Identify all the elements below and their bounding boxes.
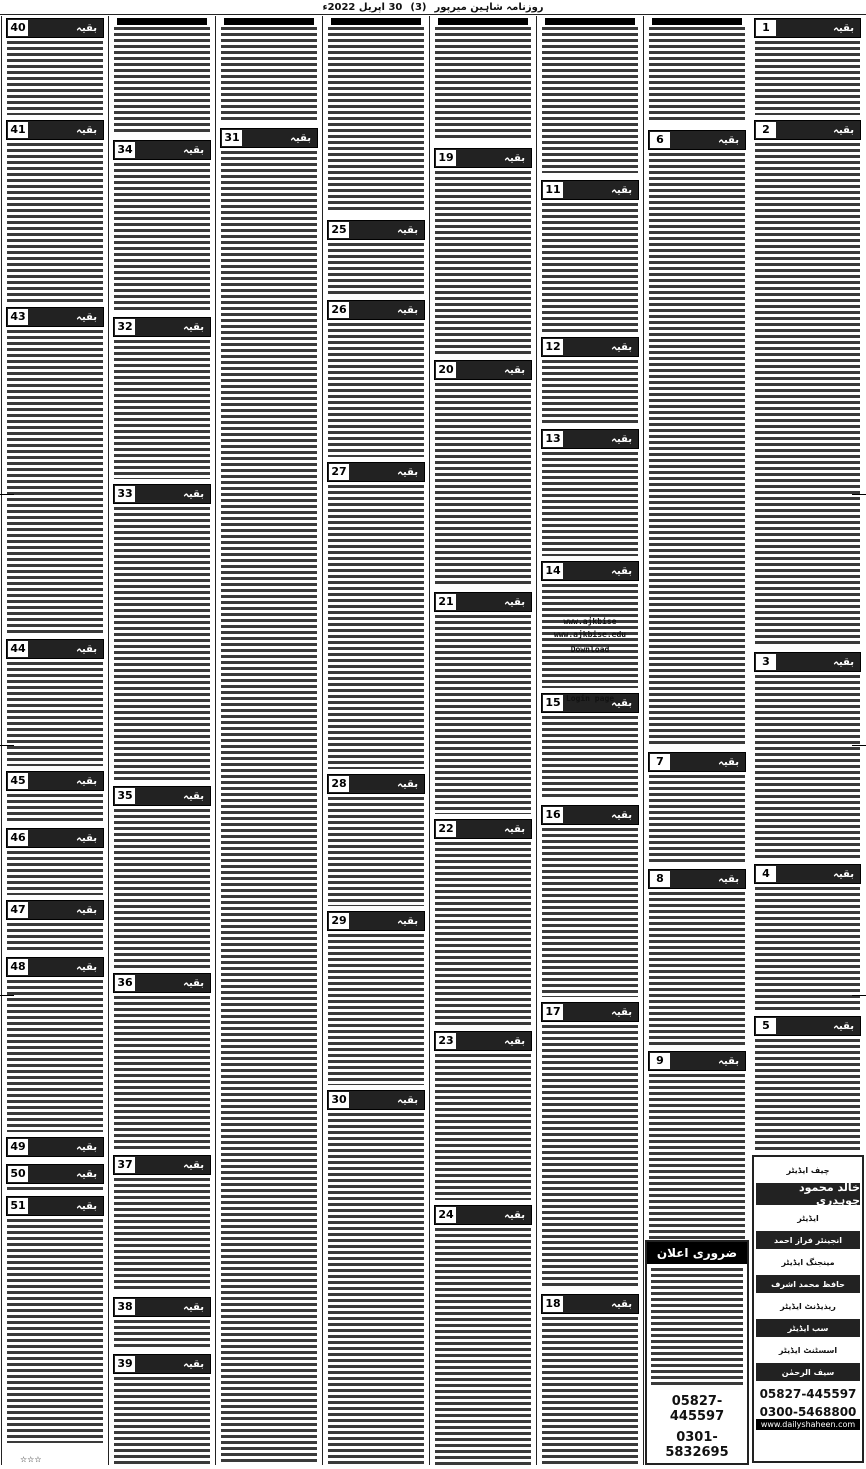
- article-text: [328, 797, 424, 906]
- staff-row: ایڈیٹر: [797, 1213, 819, 1223]
- article-text: [7, 41, 103, 115]
- article-continuation-11: [537, 180, 643, 335]
- article-text: [542, 203, 638, 332]
- continuation-badge: [113, 140, 211, 160]
- continuation-number: 22: [436, 821, 456, 837]
- staff-row: مینجنگ ایڈیٹر: [781, 1257, 835, 1267]
- continuation-badge: [113, 1297, 211, 1317]
- continuation-number: 40: [8, 20, 28, 36]
- continuation-number: 28: [329, 776, 349, 792]
- article-text: [649, 27, 745, 123]
- staff-row: سب ایڈیٹر: [756, 1319, 860, 1337]
- continuation-badge: [541, 1002, 639, 1022]
- article-continuation-15: [537, 693, 643, 803]
- continuation-number: 21: [436, 594, 456, 610]
- article-continuation-34: [109, 140, 215, 315]
- continuation-number: 45: [8, 773, 28, 789]
- continuation-badge: [541, 805, 639, 825]
- website-url: www.dailyshaheen.com: [756, 1419, 860, 1430]
- continuation-badge: [648, 752, 746, 772]
- continuation-number: 47: [8, 902, 28, 918]
- continuation-label: بقیہ: [611, 1006, 632, 1018]
- continuation-badge: [754, 18, 861, 38]
- continuation-label: بقیہ: [611, 697, 632, 709]
- article-text: [435, 383, 531, 587]
- continuation-number: 13: [543, 431, 563, 447]
- staff-row: اسسٹنٹ ایڈیٹر: [778, 1345, 838, 1355]
- article-continuation-39: [109, 1354, 215, 1465]
- continuation-label: بقیہ: [611, 1298, 632, 1310]
- article-continuation-27: [323, 462, 429, 772]
- fold-mark-left-middle: [0, 745, 14, 746]
- continuation-badge: [6, 18, 104, 38]
- continuation-label: بقیہ: [76, 124, 97, 136]
- continuation-badge: [434, 360, 532, 380]
- continuation-badge: [327, 774, 425, 794]
- continuation-number: 26: [329, 302, 349, 318]
- staff-row: حافظ محمد اشرف: [756, 1275, 860, 1293]
- continuation-label: بقیہ: [504, 364, 525, 376]
- article-text: [7, 1187, 103, 1191]
- article-continuation-47: [2, 900, 108, 955]
- continuation-label: بقیہ: [183, 1159, 204, 1171]
- continuation-badge: [754, 864, 861, 884]
- article-continuation-28: [323, 774, 429, 909]
- article-text: [7, 1219, 103, 1443]
- continuation-label: بقیہ: [397, 304, 418, 316]
- article-lead: [537, 18, 643, 178]
- continuation-badge: [6, 957, 104, 977]
- continuation-number: 49: [8, 1139, 28, 1155]
- page-number: (3): [410, 1, 427, 13]
- continuation-label: بقیہ: [397, 1094, 418, 1106]
- continuation-label: بقیہ: [183, 1358, 204, 1370]
- continuation-number: 34: [115, 142, 135, 158]
- article-continuation-51: [2, 1196, 108, 1446]
- continuation-badge: [327, 300, 425, 320]
- article-text: [328, 27, 424, 213]
- notice-text: [651, 1268, 743, 1387]
- article-text: [7, 330, 103, 634]
- continuation-number: 31: [222, 130, 242, 146]
- article-continuation-22: [430, 819, 536, 1029]
- continuation-label: بقیہ: [611, 341, 632, 353]
- column-c8: [1, 16, 108, 1465]
- continuation-label: بقیہ: [397, 466, 418, 478]
- article-continuation-16: [537, 805, 643, 1000]
- article-text: [114, 163, 210, 312]
- continuation-number: 4: [756, 866, 776, 882]
- article-text: [755, 675, 860, 859]
- article-text: [114, 1320, 210, 1349]
- article-text: [649, 892, 745, 1046]
- continuation-label: بقیہ: [611, 565, 632, 577]
- continuation-label: بقیہ: [833, 868, 854, 880]
- continuation-badge: [754, 1016, 861, 1036]
- article-continuation-25: [323, 220, 429, 298]
- continuation-number: 15: [543, 695, 563, 711]
- article-text: [114, 1377, 210, 1465]
- column-c6: [215, 16, 322, 1465]
- staff-row: ریذیڈنٹ ایڈیٹر: [780, 1301, 836, 1311]
- continuation-number: 38: [115, 1299, 135, 1315]
- continuation-number: 6: [650, 132, 670, 148]
- article-continuation-41: [2, 120, 108, 305]
- staff-row: انجینئر فراز احمد: [756, 1231, 860, 1249]
- article-continuation-44: [2, 639, 108, 769]
- column-c5: [322, 16, 429, 1465]
- staff-phone-1: 05827-445597: [759, 1387, 857, 1401]
- continuation-badge: [754, 652, 861, 672]
- continuation-badge: [6, 1164, 104, 1184]
- continuation-number: 17: [543, 1004, 563, 1020]
- continuation-label: بقیہ: [611, 433, 632, 445]
- continuation-label: بقیہ: [504, 596, 525, 608]
- continuation-badge: [327, 462, 425, 482]
- continuation-label: بقیہ: [290, 132, 311, 144]
- continuation-label: بقیہ: [76, 904, 97, 916]
- continuation-number: 23: [436, 1033, 456, 1049]
- article-continuation-26: [323, 300, 429, 460]
- article-text: [542, 828, 638, 997]
- article-text: [114, 27, 210, 133]
- article-continuation-4: [750, 864, 865, 1014]
- continuation-label: بقیہ: [504, 1209, 525, 1221]
- continuation-badge: [648, 869, 746, 889]
- article-continuation-38: [109, 1297, 215, 1352]
- article-continuation-3: [750, 652, 865, 862]
- article-continuation-23: [430, 1031, 536, 1203]
- continuation-number: 19: [436, 150, 456, 166]
- continuation-label: بقیہ: [504, 1035, 525, 1047]
- article-continuation-33: [109, 484, 215, 784]
- article-text: [328, 323, 424, 457]
- article-text: [755, 1039, 860, 1153]
- masthead: [0, 0, 866, 15]
- continuation-number: 5: [756, 1018, 776, 1034]
- article-continuation-13: [537, 429, 643, 559]
- continuation-badge: [434, 1031, 532, 1051]
- issue-date: 30 اپریل 2022ء: [322, 1, 403, 13]
- continuation-badge: [648, 1051, 746, 1071]
- article-continuation-49: [2, 1137, 108, 1162]
- article-continuation-31: [216, 128, 322, 1465]
- continuation-badge: [113, 786, 211, 806]
- continuation-badge: [6, 639, 104, 659]
- article-text: [435, 1054, 531, 1200]
- continuation-number: 11: [543, 182, 563, 198]
- article-lead: [109, 18, 215, 138]
- article-text: [755, 41, 860, 115]
- continuation-label: بقیہ: [397, 778, 418, 790]
- article-continuation-9: [644, 1051, 750, 1246]
- article-continuation-50: [2, 1164, 108, 1194]
- article-lead: [323, 18, 429, 218]
- continuation-badge: [648, 130, 746, 150]
- continuation-label: بقیہ: [397, 915, 418, 927]
- url-download: Download: [570, 645, 610, 654]
- continuation-number: 36: [115, 975, 135, 991]
- continuation-number: 7: [650, 754, 670, 770]
- continuation-number: 33: [115, 486, 135, 502]
- staff-row: چیف ایڈیٹر: [786, 1165, 830, 1175]
- article-continuation-8: [644, 869, 750, 1049]
- staff-box: [752, 1155, 864, 1463]
- continuation-label: بقیہ: [183, 144, 204, 156]
- continuation-number: 12: [543, 339, 563, 355]
- article-continuation-12: [537, 337, 643, 427]
- continuation-label: بقیہ: [718, 134, 739, 146]
- continuation-label: بقیہ: [718, 1055, 739, 1067]
- article-text: [435, 1228, 531, 1465]
- continuation-badge: [6, 771, 104, 791]
- continuation-number: 9: [650, 1053, 670, 1069]
- fold-mark-right-middle: [852, 745, 866, 746]
- continuation-label: بقیہ: [76, 961, 97, 973]
- fold-mark-left-top: [0, 494, 14, 495]
- staff-phone-2: 0300-5468800: [759, 1405, 857, 1419]
- article-text: [328, 1113, 424, 1465]
- continuation-number: 27: [329, 464, 349, 480]
- continuation-number: 16: [543, 807, 563, 823]
- article-text: [542, 27, 638, 173]
- continuation-badge: [327, 220, 425, 240]
- article-text: [7, 980, 103, 1132]
- continuation-number: 2: [756, 122, 776, 138]
- continuation-number: 14: [543, 563, 563, 579]
- continuation-badge: [113, 317, 211, 337]
- article-text: [755, 887, 860, 1011]
- continuation-badge: [754, 120, 861, 140]
- continuation-label: بقیہ: [504, 152, 525, 164]
- continuation-number: 3: [756, 654, 776, 670]
- article-text: [328, 243, 424, 295]
- article-continuation-29: [323, 911, 429, 1088]
- column-c4: [429, 16, 536, 1465]
- headline-rule: [117, 18, 207, 25]
- url-ajkbise: www.ajkbise: [563, 617, 617, 626]
- notice-phone-2: 0301-5832695: [665, 1430, 729, 1460]
- continuation-label: بقیہ: [718, 756, 739, 768]
- article-text: [542, 1025, 638, 1289]
- continuation-label: بقیہ: [183, 977, 204, 989]
- continuation-number: 41: [8, 122, 28, 138]
- continuation-label: بقیہ: [397, 224, 418, 236]
- continuation-badge: [220, 128, 318, 148]
- article-text: [114, 340, 210, 479]
- url-ajkbise-edu: www.ajkbise.edu: [553, 630, 627, 639]
- article-continuation-46: [2, 828, 108, 898]
- continuation-label: بقیہ: [504, 823, 525, 835]
- article-continuation-45: [2, 771, 108, 826]
- continuation-badge: [113, 973, 211, 993]
- article-text: [435, 842, 531, 1026]
- article-text: [542, 452, 638, 556]
- continuation-label: بقیہ: [833, 1020, 854, 1032]
- article-continuation-7: [644, 752, 750, 867]
- notice-title: ضروری اعلان: [647, 1242, 747, 1264]
- continuation-label: بقیہ: [76, 22, 97, 34]
- article-text: [649, 153, 745, 747]
- article-text: [7, 794, 103, 823]
- article-continuation-35: [109, 786, 215, 971]
- url-login: Login page: [565, 694, 615, 703]
- fold-mark-left-bottom: [0, 995, 14, 996]
- continuation-label: بقیہ: [611, 809, 632, 821]
- column-c7: [108, 16, 215, 1465]
- notice-box: [645, 1240, 749, 1465]
- article-continuation-30: [323, 1090, 429, 1465]
- staff-row: سیف الرحمٰن: [756, 1363, 860, 1381]
- continuation-badge: [6, 120, 104, 140]
- article-text: [114, 1178, 210, 1292]
- continuation-label: بقیہ: [76, 643, 97, 655]
- article-continuation-6: [644, 130, 750, 750]
- continuation-badge: [113, 1354, 211, 1374]
- article-text: [435, 27, 531, 141]
- article-text: [542, 360, 638, 424]
- headline-rule: [545, 18, 635, 25]
- article-text: [7, 923, 103, 952]
- continuation-label: بقیہ: [76, 1141, 97, 1153]
- continuation-number: 48: [8, 959, 28, 975]
- column-c3: [536, 16, 643, 1465]
- continuation-badge: [113, 484, 211, 504]
- continuation-number: 39: [115, 1356, 135, 1372]
- article-text: [7, 851, 103, 895]
- continuation-badge: [6, 900, 104, 920]
- fold-mark-right-bottom: [852, 995, 866, 996]
- continuation-label: بقیہ: [833, 124, 854, 136]
- article-continuation-48: [2, 957, 108, 1135]
- continuation-label: بقیہ: [183, 488, 204, 500]
- continuation-badge: [6, 1196, 104, 1216]
- article-lead: [644, 18, 750, 128]
- continuation-badge: [113, 1155, 211, 1175]
- continuation-badge: [327, 911, 425, 931]
- continuation-badge: [327, 1090, 425, 1110]
- article-continuation-37: [109, 1155, 215, 1295]
- staff-row: خالد محمود چوہدری: [756, 1183, 860, 1205]
- notice-phone-1: 05827-445597: [669, 1394, 725, 1424]
- continuation-number: 44: [8, 641, 28, 657]
- continuation-label: بقیہ: [183, 1301, 204, 1313]
- continuation-label: بقیہ: [833, 22, 854, 34]
- article-text: [114, 507, 210, 781]
- article-continuation-24: [430, 1205, 536, 1465]
- fold-mark-right-top: [852, 494, 866, 495]
- article-continuation-5: [750, 1016, 865, 1156]
- continuation-number: 18: [543, 1296, 563, 1312]
- continuation-label: بقیہ: [183, 790, 204, 802]
- continuation-badge: [434, 1205, 532, 1225]
- continuation-badge: [6, 828, 104, 848]
- continuation-label: بقیہ: [76, 1168, 97, 1180]
- article-text: [755, 143, 860, 647]
- article-text: [221, 151, 317, 1465]
- article-continuation-32: [109, 317, 215, 482]
- article-text: [649, 775, 745, 864]
- article-continuation-20: [430, 360, 536, 590]
- continuation-number: 32: [115, 319, 135, 335]
- article-text: [542, 1317, 638, 1465]
- continuation-label: بقیہ: [611, 184, 632, 196]
- continuation-badge: [541, 337, 639, 357]
- article-text: [114, 996, 210, 1150]
- continuation-label: بقیہ: [833, 656, 854, 668]
- continuation-badge: [434, 148, 532, 168]
- headline-rule: [438, 18, 528, 25]
- article-text: [649, 1074, 745, 1243]
- continuation-badge: [6, 1137, 104, 1157]
- article-text: [542, 716, 638, 800]
- article-continuation-40: [2, 18, 108, 118]
- headline-rule: [331, 18, 421, 25]
- continuation-number: 25: [329, 222, 349, 238]
- article-text: [7, 662, 103, 766]
- headline-rule: [652, 18, 742, 25]
- continuation-badge: [541, 429, 639, 449]
- article-text: [114, 809, 210, 968]
- continuation-number: 24: [436, 1207, 456, 1223]
- article-text: [7, 143, 103, 302]
- continuation-number: 37: [115, 1157, 135, 1173]
- continuation-number: 20: [436, 362, 456, 378]
- continuation-number: 35: [115, 788, 135, 804]
- continuation-number: 43: [8, 309, 28, 325]
- continuation-label: بقیہ: [183, 321, 204, 333]
- continuation-badge: [434, 592, 532, 612]
- article-continuation-36: [109, 973, 215, 1153]
- article-lead: [216, 18, 322, 126]
- article-text: [435, 171, 531, 355]
- article-text: [221, 27, 317, 121]
- continuation-number: 1: [756, 20, 776, 36]
- continuation-badge: [541, 561, 639, 581]
- continuation-number: 50: [8, 1166, 28, 1182]
- continuation-label: بقیہ: [76, 311, 97, 323]
- article-text: [435, 615, 531, 814]
- continuation-label: بقیہ: [76, 775, 97, 787]
- article-lead: [430, 18, 536, 146]
- article-continuation-2: [750, 120, 865, 650]
- article-continuation-21: [430, 592, 536, 817]
- continuation-number: 8: [650, 871, 670, 887]
- continuation-number: 30: [329, 1092, 349, 1108]
- continuation-number: 46: [8, 830, 28, 846]
- continuation-label: بقیہ: [76, 1200, 97, 1212]
- article-continuation-1: [750, 18, 865, 118]
- continuation-badge: [541, 180, 639, 200]
- continuation-label: بقیہ: [76, 832, 97, 844]
- article-continuation-18: [537, 1294, 643, 1465]
- newspaper-name: روزنامہ شاہین میرپور: [434, 1, 544, 13]
- footer-stars: ☆☆☆: [20, 1455, 42, 1464]
- continuation-badge: [6, 307, 104, 327]
- headline-rule: [224, 18, 314, 25]
- continuation-badge: [541, 1294, 639, 1314]
- article-text: [328, 934, 424, 1085]
- article-continuation-43: [2, 307, 108, 637]
- continuation-number: 51: [8, 1198, 28, 1214]
- article-text: [328, 485, 424, 769]
- continuation-number: 29: [329, 913, 349, 929]
- continuation-label: بقیہ: [718, 873, 739, 885]
- continuation-badge: [434, 819, 532, 839]
- article-continuation-17: [537, 1002, 643, 1292]
- article-continuation-19: [430, 148, 536, 358]
